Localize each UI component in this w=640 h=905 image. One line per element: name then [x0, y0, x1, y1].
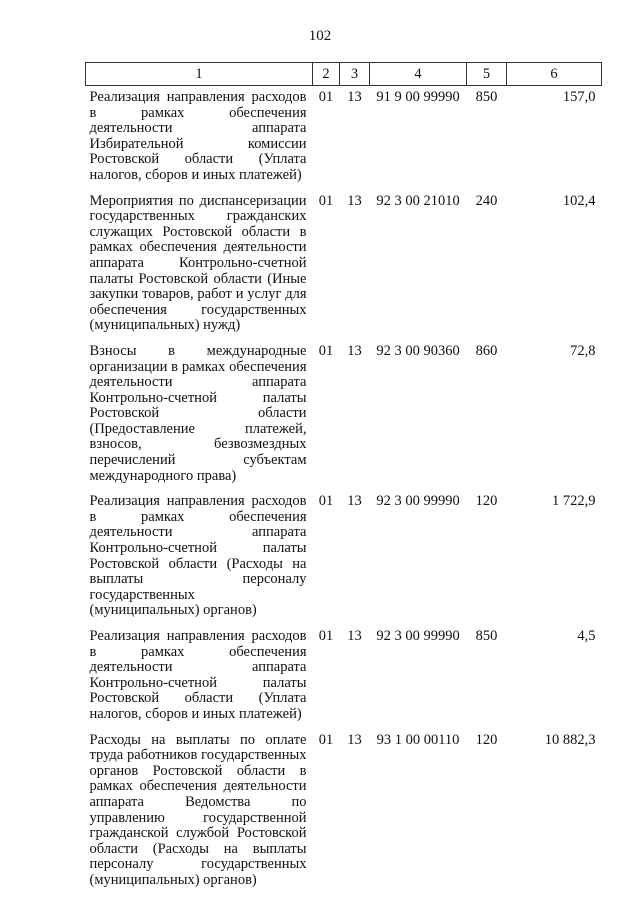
- header-col-6: 6: [507, 63, 602, 86]
- amount: 157,0: [562, 89, 596, 105]
- expense-type-code: 860: [475, 342, 498, 359]
- table-header-row: [86, 63, 602, 86]
- amount: 1 722,9: [552, 493, 596, 510]
- table-row: [86, 490, 602, 625]
- section-code: 01: [318, 342, 334, 359]
- section-code: 01: [318, 192, 334, 209]
- section-code: 01: [318, 493, 334, 510]
- target-article-code: 92 3 00 99990: [376, 493, 460, 510]
- table-row: [86, 625, 602, 729]
- subsection-code: 13: [347, 89, 362, 105]
- section-code: 01: [318, 628, 334, 644]
- expense-type-code: 120: [475, 493, 498, 510]
- target-article-code: 92 3 00 99990: [376, 628, 460, 644]
- header-col-4: 4: [370, 63, 467, 86]
- amount: 10 882,3: [544, 731, 596, 748]
- expense-name: Реализация направления расходов в рамках обеспечения деятельности аппарата Контрольно-счетной палаты Ростовской области (Расходы на выплаты персоналу государственных (муниципальных) органов): [89, 493, 307, 619]
- subsection-code: 13: [347, 192, 362, 209]
- expense-name: Мероприятия по диспансеризации государственных гражданских служащих Ростовской области в рамках обеспечения деятельности аппарата Контрольно-счетной палаты Ростовской области (Иные закупки товаров, работ и услуг для обеспечения государственных (муниципальных) нужд): [89, 192, 307, 334]
- expense-name: Взносы в международные организации в рамках обеспечения деятельности аппарата Контрольно-счетной палаты Ростовской области (Предоставление платежей, взносов, безвозмездных перечислений субъектам международного права): [89, 342, 307, 484]
- header-col-3: 3: [340, 63, 370, 86]
- table-row: [86, 340, 602, 490]
- expense-type-code: 120: [475, 731, 498, 748]
- header-col-5: 5: [467, 63, 507, 86]
- table-row: [86, 86, 602, 190]
- section-code: 01: [318, 731, 334, 748]
- page-number: 102: [308, 28, 332, 44]
- header-col-2: 2: [313, 63, 340, 86]
- header-col-1: 1: [86, 63, 313, 86]
- amount: 4,5: [577, 628, 596, 644]
- subsection-code: 13: [347, 342, 362, 359]
- expense-name: Расходы на выплаты по оплате труда работников государственных органов Ростовской области в рамках обеспечения деятельности аппарата Ведомства по управлению государственной гражданской службой Ростовской области (Расходы на выплаты персоналу государственных (муниципальных) органов): [89, 731, 307, 888]
- table-row: [86, 190, 602, 340]
- target-article-code: 93 1 00 00110: [376, 731, 460, 748]
- expense-type-code: 850: [475, 628, 498, 644]
- table-row: [86, 729, 602, 895]
- expense-type-code: 850: [475, 89, 498, 105]
- amount: 72,8: [570, 342, 596, 359]
- expense-name: Реализация направления расходов в рамках обеспечения деятельности аппарата Избирательной комиссии Ростовской области (Уплата налогов, сборов и иных платежей): [89, 89, 307, 183]
- expense-name: Реализация направления расходов в рамках обеспечения деятельности аппарата Контрольно-счетной палаты Ростовской области (Уплата налогов, сборов и иных платежей): [89, 628, 307, 722]
- target-article-code: 92 3 00 21010: [376, 192, 460, 209]
- amount: 102,4: [562, 192, 596, 209]
- subsection-code: 13: [347, 628, 362, 644]
- budget-table: [85, 62, 602, 895]
- section-code: 01: [318, 89, 334, 105]
- subsection-code: 13: [347, 731, 362, 748]
- target-article-code: 92 3 00 90360: [376, 342, 460, 359]
- target-article-code: 91 9 00 99990: [376, 89, 460, 105]
- expense-type-code: 240: [475, 192, 498, 209]
- subsection-code: 13: [347, 493, 362, 510]
